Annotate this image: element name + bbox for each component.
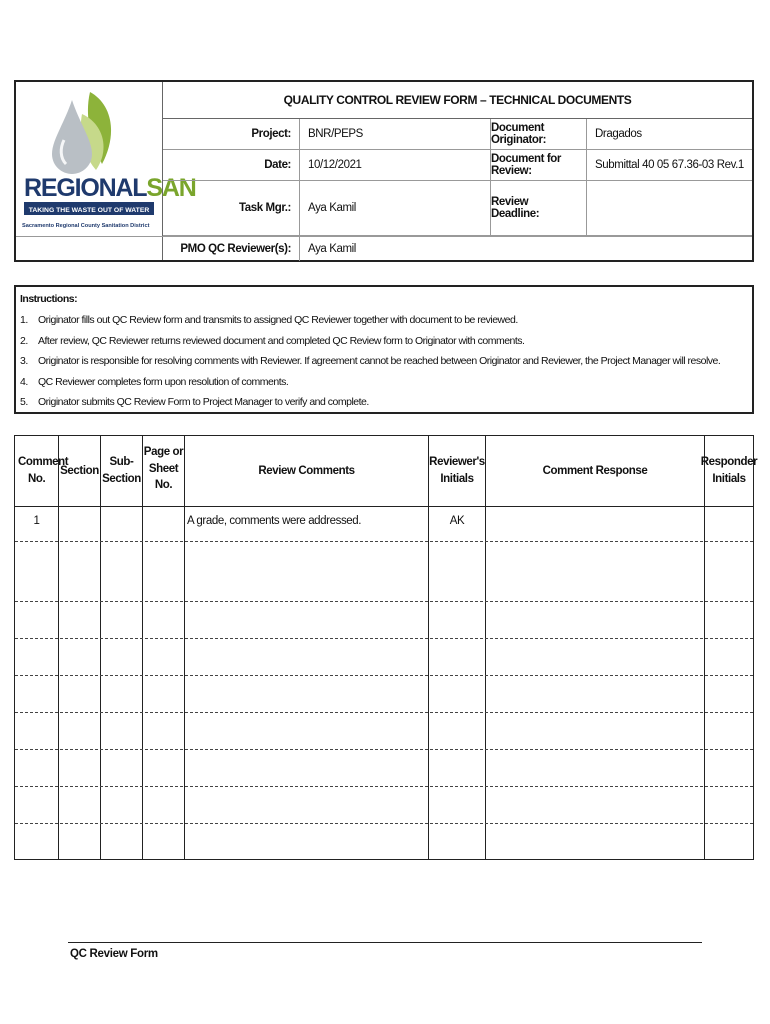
header-comment-no: Comment No. xyxy=(18,456,69,485)
reviewer-initials-cell[interactable]: AK xyxy=(449,515,465,527)
svg-text:REGIONALSAN: REGIONALSAN xyxy=(24,174,196,202)
doc-review-value[interactable]: Submittal 40 05 67.36-03 Rev.1 xyxy=(595,159,744,171)
date-label: Date: xyxy=(264,159,291,171)
row-project xyxy=(163,119,752,150)
doc-review-label: Document for Review: xyxy=(491,153,561,177)
instructions-box xyxy=(14,285,754,414)
project-value[interactable]: BNR/PEPS xyxy=(308,128,363,140)
row-task-mgr xyxy=(163,181,752,236)
footer-rule xyxy=(68,942,702,943)
instructions-title: Instructions: xyxy=(20,293,78,305)
row-date xyxy=(163,150,752,181)
comment-table xyxy=(14,435,758,860)
comment-no-cell[interactable]: 1 xyxy=(33,515,40,527)
project-label: Project: xyxy=(251,128,291,140)
header-responder-initials: Responder Initials xyxy=(700,456,758,485)
footer-label: QC Review Form xyxy=(70,948,158,960)
form-title: QUALITY CONTROL REVIEW FORM – TECHNICAL DOCUMENTS xyxy=(163,82,752,119)
instruction-item: 1. Originator fills out QC Review form and transmits to assigned QC Reviewer together with document to be reviewed. xyxy=(20,314,518,326)
svg-text:TAKING THE WASTE OUT OF WATER: TAKING THE WASTE OUT OF WATER xyxy=(28,207,150,214)
row-pmo xyxy=(16,236,752,261)
task-mgr-label: Task Mgr.: xyxy=(238,202,291,214)
regionalsan-logo xyxy=(20,84,196,234)
logo-cell xyxy=(16,82,196,260)
pmo-label: PMO QC Reviewer(s): xyxy=(180,243,291,255)
review-comment-cell[interactable]: A grade, comments were addressed. xyxy=(187,515,362,527)
date-value[interactable]: 10/12/2021 xyxy=(308,159,362,171)
deadline-value[interactable] xyxy=(587,181,752,235)
svg-text:Sacramento Regional County San: Sacramento Regional County Sanitation District xyxy=(22,223,150,229)
deadline-label: Review Deadline: xyxy=(491,196,540,220)
header-reviewer-initials: Reviewer's Initials xyxy=(429,456,485,485)
instruction-item: 3. Originator is responsible for resolving comments with Reviewer. If agreement cannot be reached between Originator and Reviewer, the Project Manager will resolve. xyxy=(20,355,721,367)
instruction-item: 5. Originator submits QC Review Form to Project Manager to verify and complete. xyxy=(20,396,369,408)
header-subsection: Sub- Section xyxy=(102,456,141,485)
task-mgr-value[interactable]: Aya Kamil xyxy=(308,202,356,214)
pmo-value[interactable]: Aya Kamil xyxy=(308,243,356,255)
header-comment-response: Comment Response xyxy=(542,464,648,477)
instruction-item: 2. After review, QC Reviewer returns reviewed document and completed QC Review form to Originator with comments. xyxy=(20,335,525,347)
originator-value[interactable]: Dragados xyxy=(595,128,642,140)
water-drop-icon xyxy=(52,100,92,174)
instruction-item: 4. QC Reviewer completes form upon resolution of comments. xyxy=(20,376,289,388)
originator-label: Document Originator: xyxy=(491,122,547,146)
header-section: Section xyxy=(60,464,99,477)
header-review-comments: Review Comments xyxy=(258,464,355,477)
form-header xyxy=(14,80,754,262)
header-page-sheet: Page or Sheet No. xyxy=(143,446,184,492)
